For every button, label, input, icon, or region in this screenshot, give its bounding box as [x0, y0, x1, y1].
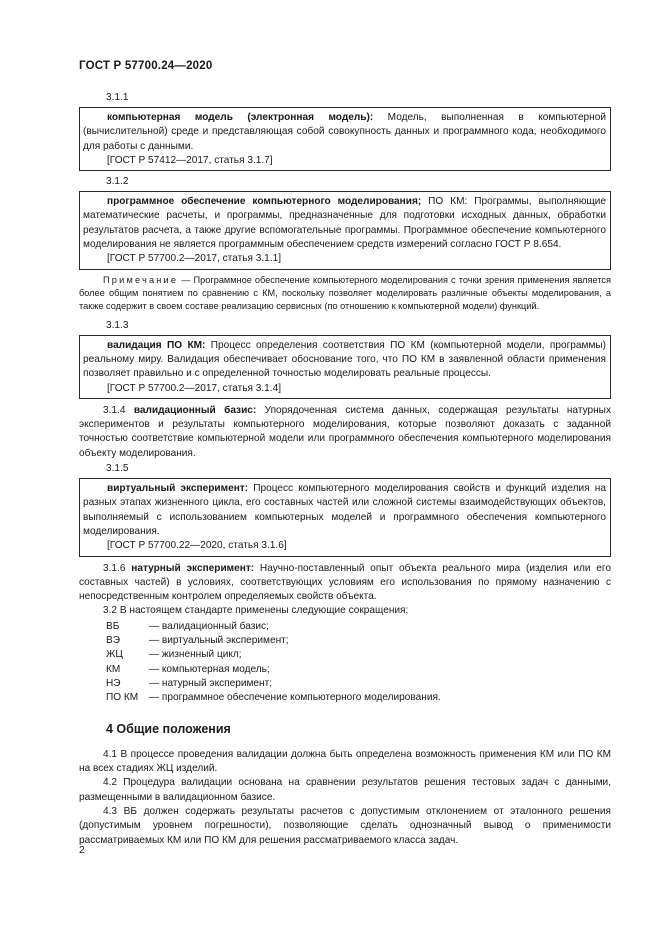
note-label: Примечание [103, 274, 179, 285]
page-number: 2 [79, 844, 85, 856]
abbreviation: КМ [106, 663, 121, 675]
list-item [106, 620, 611, 634]
term-source: [ГОСТ Р 57700.22—2020, статья 3.1.6] [107, 540, 287, 552]
abbr-intro: 3.2 В настоящем стандарте применены следующие сокращения: [103, 605, 409, 617]
term-number: 3.1.1 [106, 92, 129, 103]
abbreviation: ВБ [106, 620, 120, 632]
term-box [79, 335, 611, 399]
abbreviation-meaning: — программное обеспечение компьютерного моделирования. [149, 692, 441, 704]
section-title: 4 Общие положения [106, 721, 231, 736]
list-item [106, 648, 611, 662]
term-name: виртуальный эксперимент: [107, 483, 249, 495]
term-paragraph: 3.1.6 натурный эксперимент: Научно-поставленный опыт объекта реального мира (изделия или его составных частей) в условиях, соответствующих условиям его использования по прямому назначению с непосредственным контролем определяемых свойств объекта. 3.2 В настоящем стандарте применены следующие сокращения: [79, 562, 611, 619]
term-definition: компьютерная модель (электронная модель): Модель, выполненная в компьютерной (вычислительной) среде и представляющая собой совокупность данных и программного кода, необходимого для работы с данными. [83, 112, 606, 152]
abbreviation: ЖЦ [106, 649, 123, 661]
document-body [79, 90, 611, 848]
paragraph: 4.1 В процессе проведения валидации должна быть определена возможность применения КМ или ПО КМ на всех стадиях ЖЦ изделий. [79, 748, 611, 775]
abbreviation-meaning: — компьютерная модель; [149, 663, 270, 675]
term-source: [ГОСТ Р 57700.2—2017, статья 3.1.4] [107, 382, 282, 394]
section-paragraphs [79, 748, 611, 848]
abbreviation-meaning: — жизненный цикл; [149, 649, 242, 661]
term-name: компьютерная модель (электронная модель): [107, 112, 374, 123]
term-box [79, 191, 611, 269]
term-number: 3.1.4 [103, 404, 126, 416]
list-item [106, 663, 611, 677]
term-definition: валидация ПО КМ: Процесс определения соответствия ПО КМ (компьютерной модели, программы) реальному миру. Валидация обеспечивает обоснование того, что ПО КМ в заявленной области применения позволяет правильно и с определенной точностью моделировать реальные процессы. [83, 339, 606, 380]
list-item [106, 677, 611, 691]
abbreviation-meaning: — валидационный базис; [149, 620, 269, 632]
abbreviation-meaning: — виртуальный эксперимент; [149, 635, 289, 647]
term-name: валидация ПО КМ: [107, 339, 206, 351]
list-item [106, 691, 611, 705]
term-name: натурный эксперимент: [131, 562, 255, 574]
term-number: 3.1.3 [106, 319, 129, 331]
note-text: — Программное обеспечение компьютерного моделирования с точки зрения применения является более общим понятием по сравнению с КМ, поскольку позволяет моделировать различные объекты моделирования, а также содержит в своем составе реализацию сервисных (по отношению к компьютерной модели) функций. [79, 274, 611, 311]
term-paragraph: 3.1.4 валидационный базис: Упорядоченная система данных, содержащая результаты натурных экспериментов и результаты компьютерного моделирования, которые позволяют доказать с заданной точностью соответствие компьютерной модели или программного обеспечения компьютерного моделирования объекту моделирования. [79, 404, 611, 459]
paragraph: 4.2 Процедура валидации основана на сравнении результатов решения тестовых задач с данными, размещенными в валидационном базисе. [79, 777, 611, 803]
abbreviation: ВЭ [106, 635, 120, 647]
abbreviation: НЭ [106, 677, 121, 689]
term-number: 3.1.5 [106, 463, 129, 475]
document-header: ГОСТ Р 57700.24—2020 [79, 60, 213, 72]
paragraph: 4.3 ВБ должен содержать результаты расчетов с допустимым отклонением от эталонного решения (допустимым уровнем погрешности), позволяющие сделать однозначный вывод о применимости рассматриваемых КМ или ПО КМ для решения рассматриваемого класса задач. [79, 805, 611, 846]
term-name: программное обеспечение компьютерного моделирования; [107, 196, 422, 208]
term-box [79, 478, 611, 556]
term-box [79, 107, 611, 171]
term-definition: программное обеспечение компьютерного моделирования; ПО КМ: Программы, выполняющие математические расчеты, и программы, предназначенные для подготовки исходных данных, обработки результатов расчета, а также другие вспомогательные программы. Программное обеспечение компьютерного моделирования не является программным обеспечением средств измерений согласно ГОСТ Р 8.654. [83, 196, 606, 251]
list-item [106, 634, 611, 648]
term-number: 3.1.2 [106, 176, 129, 188]
term-number: 3.1.6 [103, 562, 126, 574]
abbreviation-meaning: — натурный эксперимент; [149, 677, 273, 689]
term-name: валидационный базис: [133, 404, 257, 416]
abbreviation: ПО КМ [106, 692, 139, 704]
term-source: [ГОСТ Р 57700.2—2017, статья 3.1.1] [107, 253, 282, 265]
abbreviation-list [106, 620, 611, 706]
term-source: [ГОСТ Р 57412—2017, статья 3.1.7] [107, 154, 273, 166]
note [79, 274, 611, 313]
term-definition: виртуальный эксперимент: Процесс компьютерного моделирования свойств и функций изделия на разных этапах жизненного цикла, его составных частей или сложной системы взаимодействующих объектов, выполняемый с использованием компьютерных моделей и программного обеспечения компьютерного моделирования. [83, 483, 606, 537]
